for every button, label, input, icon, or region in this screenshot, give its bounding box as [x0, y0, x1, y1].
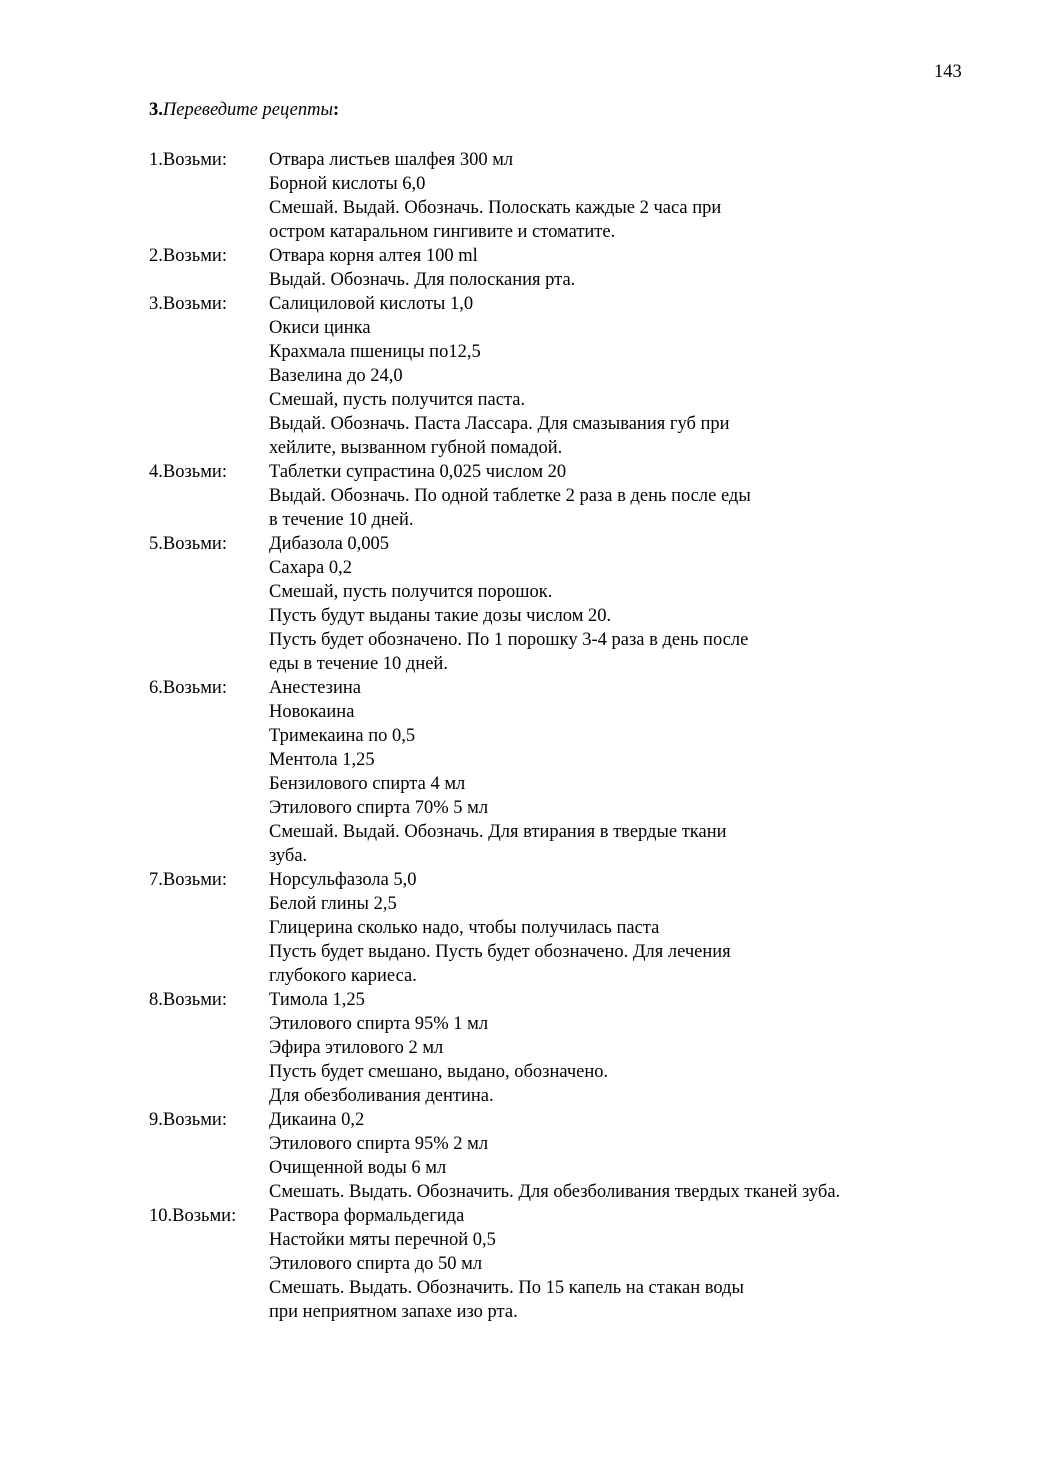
- recipe-label: 7.Возьми:: [149, 870, 227, 890]
- recipe-line: Крахмала пшеницы по12,5: [269, 342, 481, 362]
- recipe-line: Пусть будет смешано, выдано, обозначено.: [269, 1062, 609, 1082]
- recipe-line: Новокаина: [269, 702, 355, 722]
- recipe-line: Норсульфазола 5,0: [269, 870, 417, 890]
- recipe-item: [149, 460, 969, 532]
- recipe-line: Этилового спирта 95% 2 мл: [269, 1134, 489, 1154]
- recipe-lines: [269, 1108, 969, 1204]
- recipe-line: Пусть будет выдано. Пусть будет обозначено. Для лечения: [269, 942, 731, 962]
- recipe-line: Вазелина до 24,0: [269, 366, 403, 386]
- recipe-line: Смешай. Выдай. Обозначь. Для втирания в твердые ткани: [269, 822, 727, 842]
- recipe-label: 9.Возьми:: [149, 1110, 227, 1130]
- heading-number: 3.: [149, 100, 163, 120]
- recipe-line: зуба.: [269, 846, 308, 866]
- recipe-label: 4.Возьми:: [149, 462, 227, 482]
- recipe-line: Этилового спирта до 50 мл: [269, 1254, 483, 1274]
- recipe-line: Окиси цинка: [269, 318, 371, 338]
- recipe-item: [149, 148, 969, 244]
- recipe-line: Пусть будут выданы такие дозы числом 20.: [269, 606, 612, 626]
- recipe-label: 3.Возьми:: [149, 294, 227, 314]
- recipe-lines: [269, 244, 969, 292]
- recipe-line: Этилового спирта 70% 5 мл: [269, 798, 489, 818]
- recipe-line: при неприятном запахе изо рта.: [269, 1302, 518, 1322]
- recipe-line: Ментола 1,25: [269, 750, 375, 770]
- recipe-item: [149, 1204, 969, 1324]
- recipe-label: 8.Возьми:: [149, 990, 227, 1010]
- recipe-item: [149, 868, 969, 988]
- recipe-line: Для обезболивания дентина.: [269, 1086, 494, 1106]
- recipe-line: Этилового спирта 95% 1 мл: [269, 1014, 489, 1034]
- recipe-lines: [269, 532, 969, 676]
- recipe-line: Сахара 0,2: [269, 558, 352, 578]
- recipe-list: [149, 148, 969, 1324]
- recipe-line: Бензилового спирта 4 мл: [269, 774, 466, 794]
- recipe-lines: [269, 1204, 969, 1324]
- recipe-lines: [269, 292, 969, 460]
- recipe-item: [149, 1108, 969, 1204]
- recipe-line: Раствора формальдегида: [269, 1206, 465, 1226]
- recipe-line: Очищенной воды 6 мл: [269, 1158, 447, 1178]
- recipe-line: Пусть будет обозначено. По 1 порошку 3-4 раза в день после: [269, 630, 749, 650]
- recipe-lines: [269, 676, 969, 868]
- recipe-line: Выдай. Обозначь. Паста Лассара. Для смазывания губ при: [269, 414, 730, 434]
- recipe-line: Отвара листьев шалфея 300 мл: [269, 150, 514, 170]
- recipe-line: хейлите, вызванном губной помадой.: [269, 438, 563, 458]
- heading-colon: :: [333, 100, 340, 120]
- recipe-line: Отвара корня алтея 100 ml: [269, 246, 478, 266]
- heading-title: Переведите рецепты: [162, 100, 334, 120]
- recipe-line: Настойки мяты перечной 0,5: [269, 1230, 496, 1250]
- recipe-line: Смешай. Выдай. Обозначь. Полоскать каждые 2 часа при: [269, 198, 722, 218]
- recipe-line: Белой глины 2,5: [269, 894, 397, 914]
- recipe-line: Борной кислоты 6,0: [269, 174, 426, 194]
- recipe-line: Смешай, пусть получится паста.: [269, 390, 526, 410]
- recipe-line: Дикаина 0,2: [269, 1110, 365, 1130]
- recipe-item: [149, 988, 969, 1108]
- recipe-label: 10.Возьми:: [149, 1206, 237, 1226]
- recipe-item: [149, 292, 969, 460]
- recipe-line: Выдай. Обозначь. Для полоскания рта.: [269, 270, 576, 290]
- recipe-item: [149, 676, 969, 868]
- page-number: 143: [934, 62, 962, 82]
- recipe-label: 1.Возьми:: [149, 150, 227, 170]
- recipe-line: Дибазола 0,005: [269, 534, 390, 554]
- recipe-line: в течение 10 дней.: [269, 510, 414, 530]
- recipe-item: [149, 532, 969, 676]
- recipe-lines: [269, 460, 969, 532]
- recipe-line: Тимола 1,25: [269, 990, 365, 1010]
- recipe-line: еды в течение 10 дней.: [269, 654, 448, 674]
- recipe-line: Таблетки супрастина 0,025 числом 20: [269, 462, 567, 482]
- recipe-line: Выдай. Обозначь. По одной таблетке 2 раза в день после еды: [269, 486, 751, 506]
- recipe-line: Смешать. Выдать. Обозначить. По 15 капель на стакан воды: [269, 1278, 744, 1298]
- recipe-line: Глицерина сколько надо, чтобы получилась паста: [269, 918, 660, 938]
- recipe-line: Эфира этилового 2 мл: [269, 1038, 444, 1058]
- recipe-lines: [269, 148, 969, 244]
- recipe-line: Анестезина: [269, 678, 361, 698]
- section-heading: [149, 100, 339, 121]
- recipe-line: Смешай, пусть получится порошок.: [269, 582, 553, 602]
- recipe-label: 6.Возьми:: [149, 678, 227, 698]
- recipe-label: 5.Возьми:: [149, 534, 227, 554]
- recipe-line: глубокого кариеса.: [269, 966, 417, 986]
- recipe-line: Тримекаина по 0,5: [269, 726, 416, 746]
- recipe-lines: [269, 868, 969, 988]
- recipe-lines: [269, 988, 969, 1108]
- recipe-item: [149, 244, 969, 292]
- recipe-label: 2.Возьми:: [149, 246, 227, 266]
- recipe-line: Салициловой кислоты 1,0: [269, 294, 474, 314]
- recipe-line: остром катаральном гингивите и стоматите.: [269, 222, 616, 242]
- recipe-line: Смешать. Выдать. Обозначить. Для обезболивания твердых тканей зуба.: [269, 1182, 841, 1202]
